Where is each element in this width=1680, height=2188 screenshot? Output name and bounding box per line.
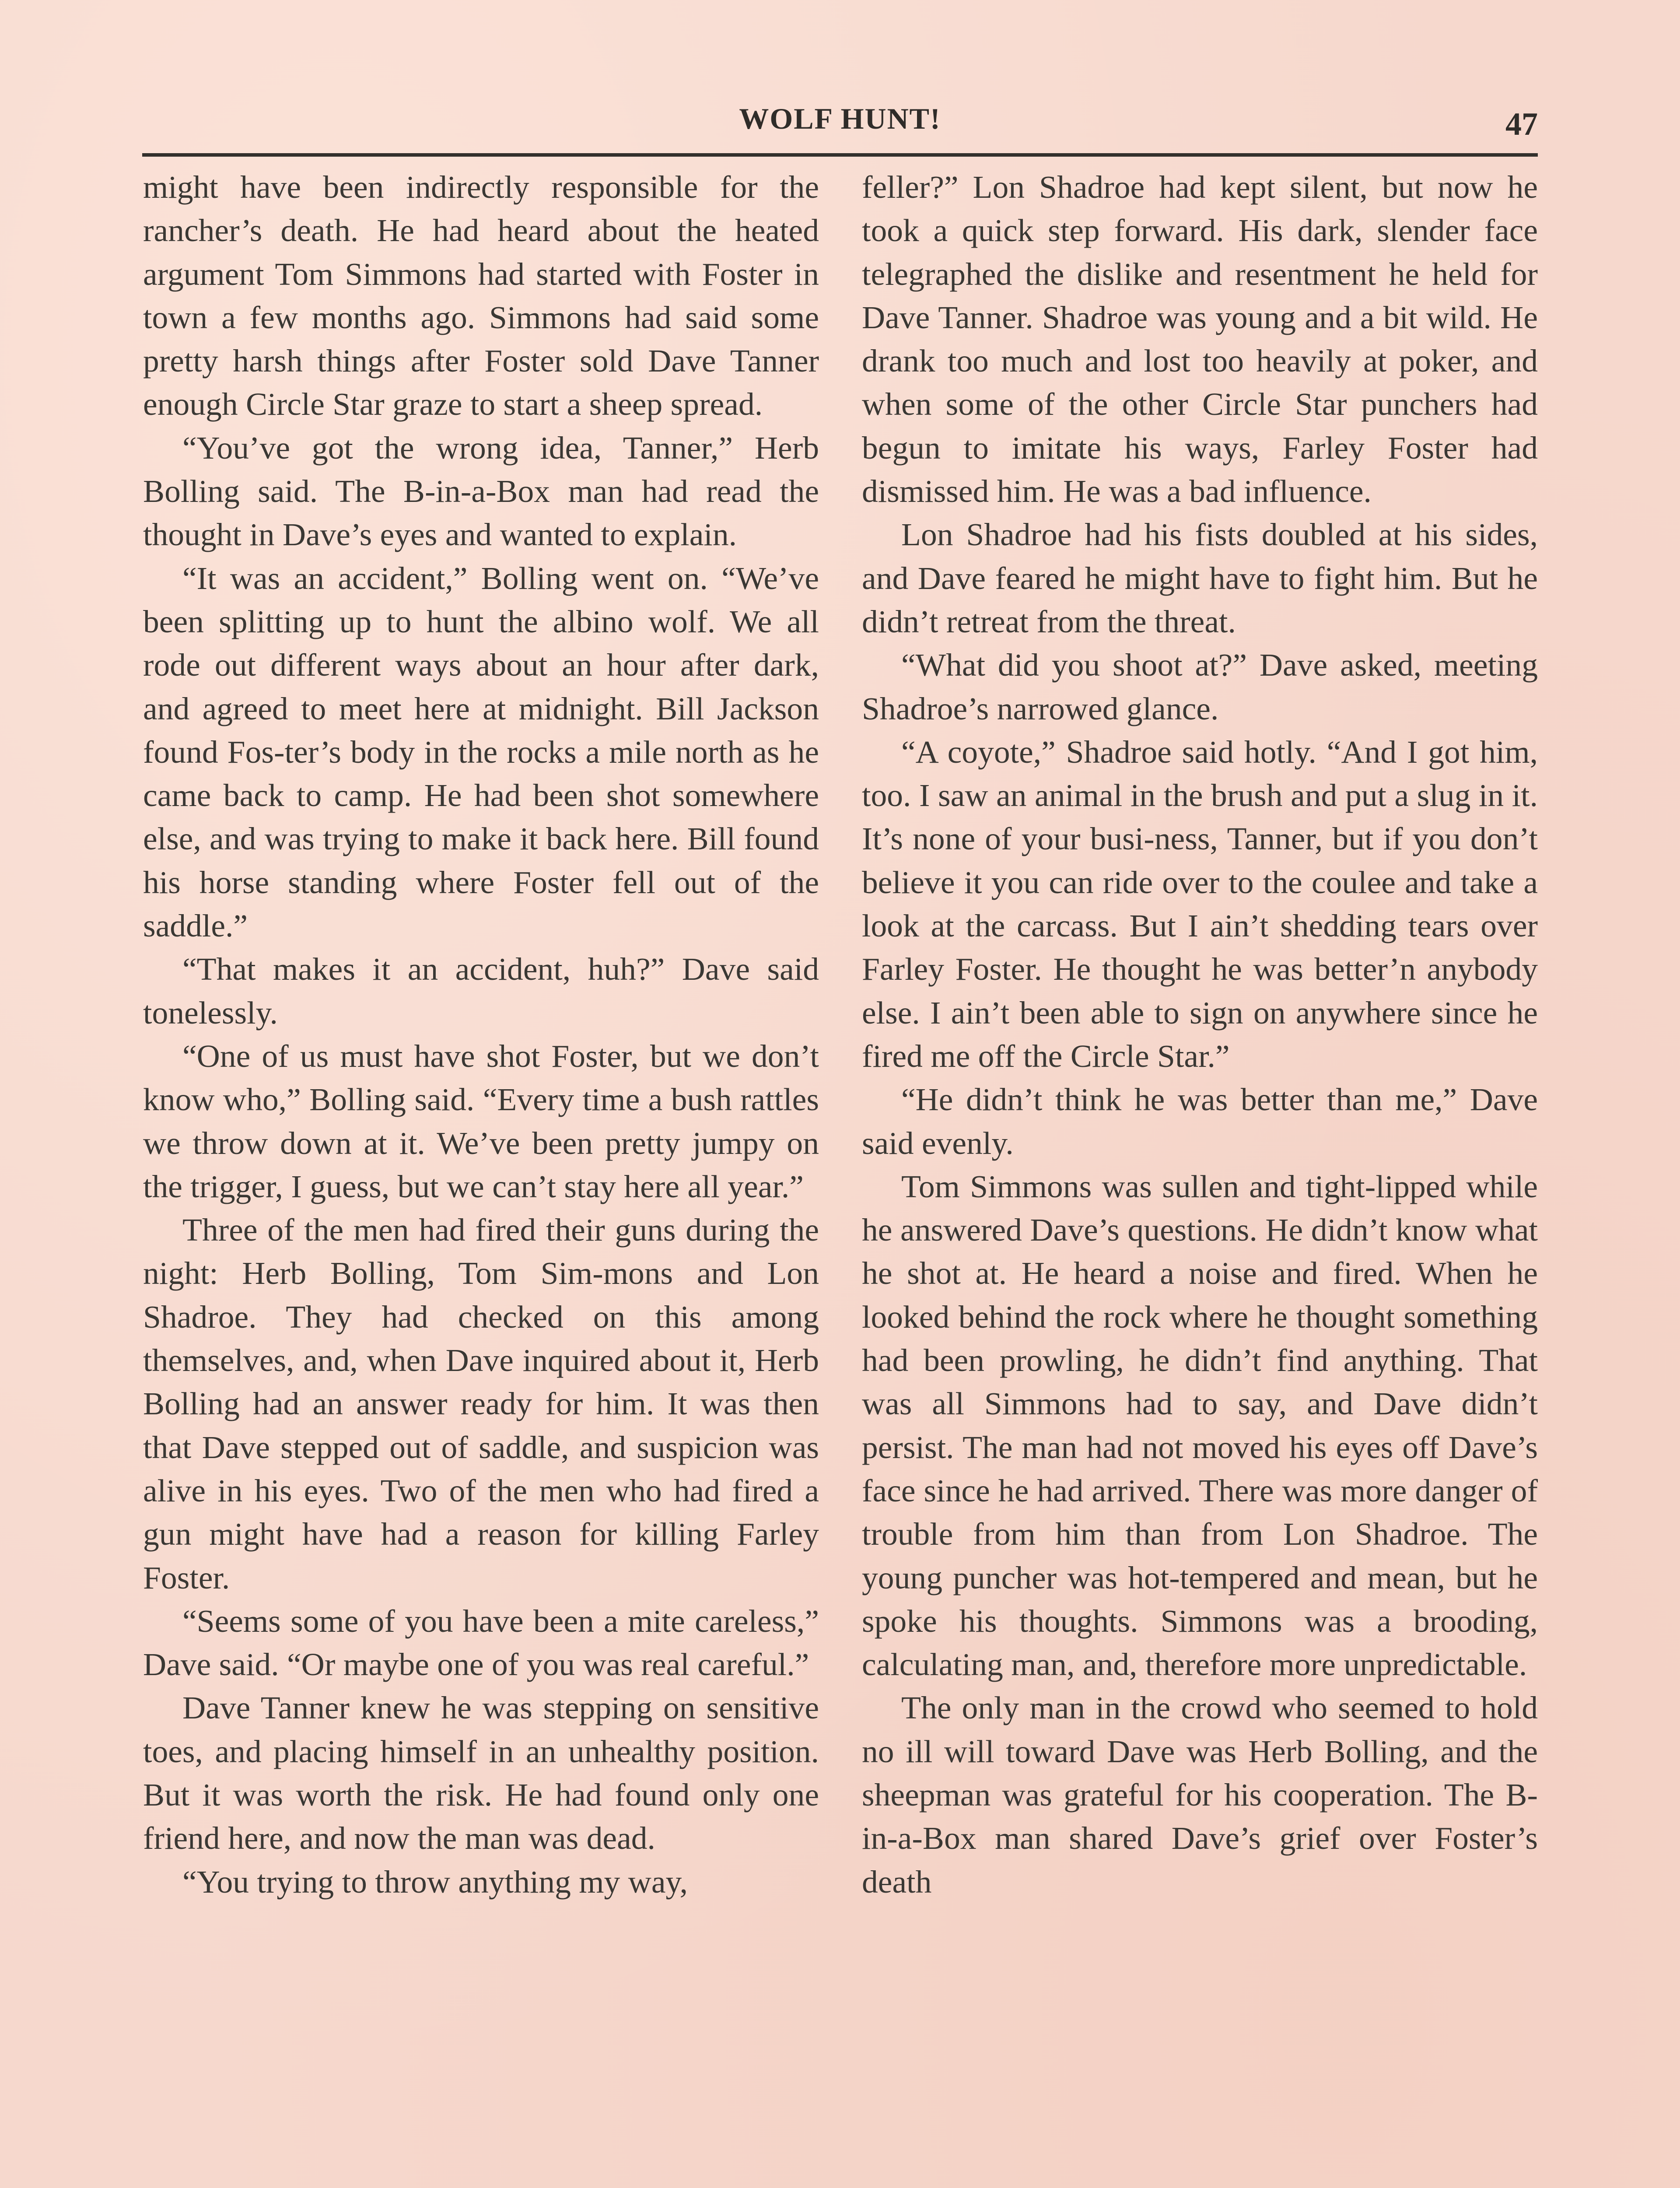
paragraph: “A coyote,” Shadroe said hotly. “And I got him, too. I saw an animal in the brush and put a slug in it. It’s none of your busi-ness, Tanner, but if you don’t believe it you can ride over to the coulee and take a look at the carcass. But I ain’t shedding tears over Farley Foster. He thought he was better’n anybody else. I ain’t been able to sign on anywhere since he fired me off the Circle Star.”	[862, 733, 1538, 1074]
paragraph: “That makes it an accident, huh?” Dave said tonelessly.	[143, 951, 819, 1031]
paragraph: “You trying to throw anything my way,	[182, 1863, 688, 1900]
page-number: 47	[1505, 106, 1538, 142]
paragraph: “One of us must have shot Foster, but we don’t know who,” Bolling said. “Every time a bush rattles we throw down at it. We’ve been pretty jumpy on the trigger, I guess, but we can’t stay here all year.”	[143, 1038, 819, 1204]
paragraph: “It was an accident,” Bolling went on. “We’ve been splitting up to hunt the albino wolf. We all rode out different ways about an hour after dark, and agreed to meet here at midnight. Bill Jackson found Fos-ter’s body in the rocks a mile north as he came back to camp. He had been shot somewhere else, and was trying to make it back here. Bill found his horse standing where Foster fell out of the saddle.”	[143, 560, 819, 944]
paragraph: Lon Shadroe had his fists doubled at his sides, and Dave feared he might have to fight him. But he didn’t retreat from the threat.	[862, 516, 1538, 639]
paragraph: Tom Simmons was sullen and tight-lipped while he answered Dave’s questions. He didn’t know what he shot at. He heard a noise and fired. When he looked behind the rock where he thought something had been prowling, he didn’t find anything. That was all Simmons had to say, and Dave didn’t persist. The man had not moved his eyes off Dave’s face since he had arrived. There was more danger of trouble from him than from Lon Shadroe. The young puncher was hot-tempered and mean, but he spoke his thoughts. Simmons was a brooding, calculating man, and, therefore more unpredictable.	[862, 1168, 1538, 1683]
right-text-column	[862, 165, 1538, 1904]
paragraph: “Seems some of you have been a mite careless,” Dave said. “Or maybe one of you was real careful.”	[143, 1602, 819, 1683]
left-text-column	[143, 165, 819, 1904]
paragraph: feller?” Lon Shadroe had kept silent, but now he took a quick step forward. His dark, slender face telegraphed the dislike and resentment he held for Dave Tanner. Shadroe was young and a bit wild. He drank too much and lost too heavily at poker, and when some of the other Circle Star punchers had begun to imitate his ways, Farley Foster had dismissed him. He was a bad influence.	[862, 169, 1538, 509]
paragraph: Three of the men had fired their guns during the night: Herb Bolling, Tom Sim-mons and Lon Shadroe. They had checked on this among themselves, and, when Dave inquired about it, Herb Bolling had an answer ready for him. It was then that Dave stepped out of saddle, and suspicion was alive in his eyes. Two of the men who had fired a gun might have had a reason for killing Farley Foster.	[143, 1212, 819, 1595]
paragraph: “What did you shoot at?” Dave asked, meeting Shadroe’s narrowed glance.	[862, 647, 1538, 726]
paragraph: Dave Tanner knew he was stepping on sensitive toes, and placing himself in an unhealthy position. But it was worth the risk. He had found only one friend here, and now the man was dead.	[143, 1690, 819, 1856]
paragraph: The only man in the crowd who seemed to hold no ill will toward Dave was Herb Bolling, and the sheepman was grateful for his cooperation. The B-in-a-Box man shared Dave’s grief over Foster’s death	[862, 1690, 1538, 1900]
paragraph: might have been indirectly responsible for the rancher’s death. He had heard about the heated argument Tom Simmons had started with Foster in town a few months ago. Simmons had said some pretty harsh things after Foster sold Dave Tanner enough Circle Star graze to start a sheep spread.	[143, 169, 819, 422]
running-title: WOLF HUNT!	[739, 102, 941, 135]
running-header	[142, 102, 1538, 154]
paragraph: “He didn’t think he was better than me,” Dave said evenly.	[862, 1081, 1538, 1161]
paragraph: “You’ve got the wrong idea, Tanner,” Herb Bolling said. The B-in-a-Box man had read the thought in Dave’s eyes and wanted to explain.	[143, 429, 819, 553]
header-rule	[142, 153, 1538, 157]
